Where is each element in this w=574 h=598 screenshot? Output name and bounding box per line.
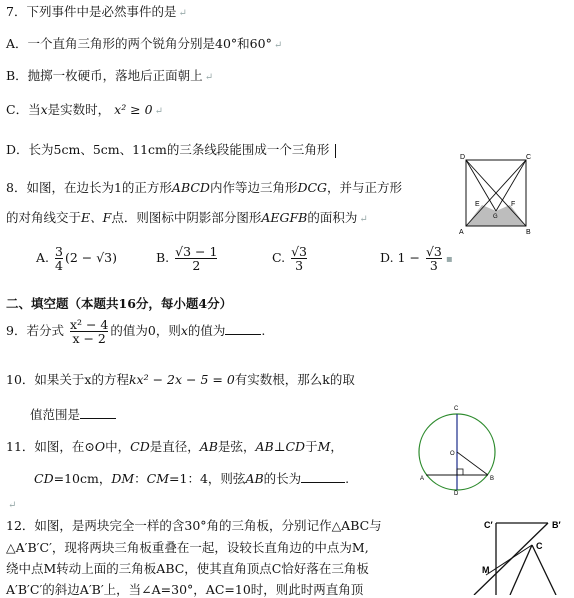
q7-option-a: A．一个直角三角形的两个锐角分别是40°和60° ↵ [6, 36, 283, 51]
q8-option-b: B. $\frac{√3 - 1}{2}$ [156, 244, 218, 274]
q12-line3: 绕中点M转动上面的三角板ABC，使其直角顶点C恰好落在三角板 [6, 561, 369, 576]
q8-label-f: F [511, 201, 516, 208]
q12-label-m: M [482, 565, 490, 575]
q8-option-d: D. 1 − $\frac{√3}{3}$ ▪ [380, 244, 453, 274]
q12-label-c: C [536, 541, 543, 551]
q8-label-b: B [526, 229, 531, 236]
q11-line1: 11．如图，在⊙O中，CD是直径，AB是弦，AB⊥CD于M， [6, 439, 343, 454]
text-cursor [335, 144, 336, 158]
q11-label-a: A [420, 476, 425, 482]
q10-line2: 值范围是 [30, 405, 116, 423]
q9-line: 9．若分式 $\frac{\text{x² − 4}}{x - 2}$ 的值为0，则x的值为 . [6, 317, 266, 347]
q11-circle-figure [414, 400, 500, 496]
q7-option-b: B．抛掷一枚硬币，落地后正面朝上 ↵ [6, 68, 214, 83]
q11-label-b: B [490, 476, 495, 482]
q8-option-c: C. $\frac{√3}{3}$ [272, 244, 307, 274]
q7-stem: 7．下列事件中是必然事件的是 ↵ [6, 4, 187, 19]
q12-label-b-prime: B′ [552, 520, 561, 530]
q12-label-c-prime: C′ [484, 520, 493, 530]
q9-answer-blank [225, 322, 261, 335]
q12-line4: A′B′C′的斜边A′B′上，当∠A=30°，AC=10时，则此时两直角顶 [6, 582, 364, 597]
q8-label-c: C [526, 154, 532, 161]
q8-label-g: G [493, 214, 498, 220]
q12-line2: △A′B′C′，现将两块三角板重叠在一起，设较长直角边的中点为M, [6, 540, 369, 555]
q8-label-a: A [459, 229, 464, 236]
q10-equation: kx² − 2x − 5 = 0 [128, 372, 235, 387]
q12-line1: 12．如图，是两块完全一样的含30°角的三角板，分别记作△ABC与 [6, 518, 382, 533]
q8-label-d: D [460, 154, 466, 161]
q8-option-a: A. $\frac{3}{4}$ (2 − √3) [36, 244, 117, 274]
q8-label-e: E [475, 201, 480, 208]
q8-line1: 8．如图，在边长为1的正方形ABCD内作等边三角形DCG，并与正方形 [6, 180, 403, 195]
q10-line1: 10．如果关于x的方程kx² − 2x − 5 = 0有实数根，那么k的取 [6, 372, 355, 387]
q8-square-figure [458, 152, 534, 236]
section-2-title: 二、填空题（本题共16分，每小题4分） [6, 296, 233, 311]
q9-fraction: $\frac{\text{x² − 4}}{x - 2}$ [69, 317, 109, 347]
q7-option-d: D．长为5cm、5cm、11cm的三条线段能围成一个三角形 [6, 140, 336, 158]
q11-line2: CD=10cm，DM：CM=1：4，则弦AB的长为 . [34, 471, 350, 486]
q11-label-c: C [454, 406, 459, 412]
q7-c-expression: x² ≥ 0 [114, 102, 153, 117]
paragraph-mark: ↵ [8, 500, 17, 511]
q11-answer-blank [301, 470, 345, 483]
q7-option-c: C．当x是实数时， x² ≥ 0 ↵ [6, 102, 163, 117]
q12-triangles-figure [466, 515, 572, 595]
q11-label-d: D [454, 491, 459, 496]
q11-label-o: O [450, 451, 455, 457]
q10-answer-blank [80, 406, 116, 419]
q8-line2: 的对角线交于E、F点．则图标中阴影部分图形AEGFB的面积为 ↵ [6, 210, 368, 225]
